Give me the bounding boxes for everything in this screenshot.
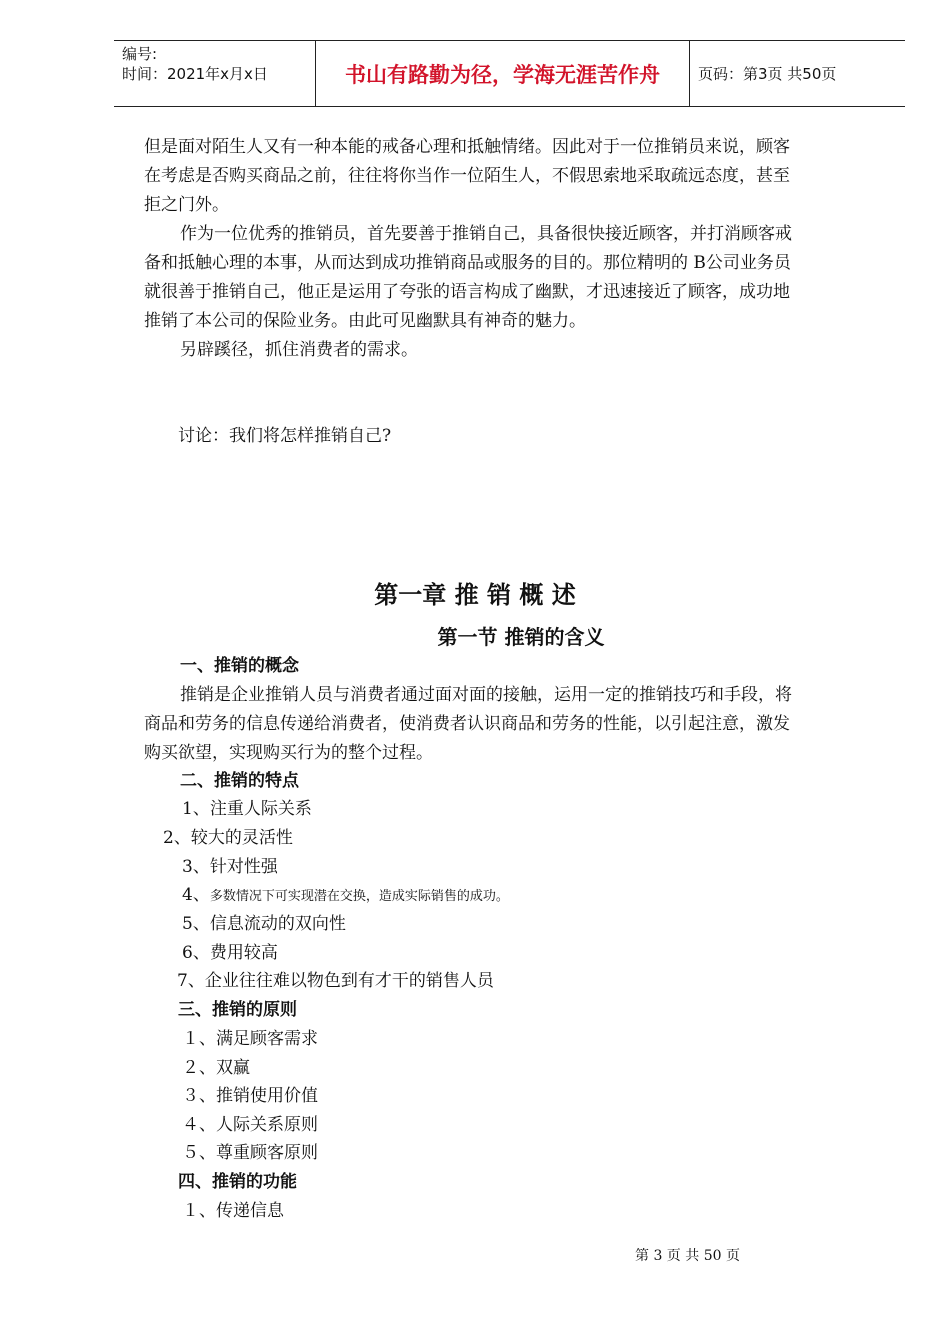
para3-text: 另辟蹊径，抓住消费者的需求。 (180, 340, 418, 360)
page-footer: 第 3 页 共 50 页 (635, 1248, 740, 1264)
feature-item-6: 6、费用较高 (182, 943, 278, 963)
feature-item-1: 1、注重人际关系 (182, 799, 312, 819)
features-heading: 二、推销的特点 (180, 771, 299, 791)
feature-item-5: 5、信息流动的双向性 (182, 914, 346, 934)
para1-line-3: 拒之门外。 (144, 195, 229, 215)
principle-item-2: ２、双赢 (182, 1058, 250, 1078)
para2-line-2: 备和抵触心理的本事，从而达到成功推销商品或服务的目的。那位精明的 B公司业务员 (144, 253, 791, 273)
feature-item-7: 7、企业往往难以物色到有才干的销售人员 (177, 971, 494, 991)
para1-line-1: 但是面对陌生人又有一种本能的戒备心理和抵触情绪。因此对于一位推销员来说，顾客 (144, 137, 790, 157)
concept-line-3: 购买欲望，实现购买行为的整个过程。 (144, 743, 433, 763)
feature-item-4-text: 多数情况下可实现潜在交换，造成实际销售的成功。 (209, 889, 509, 904)
section-title: 第一节 推销的含义 (437, 625, 605, 649)
document-time-label: 时间：2021年x月x日 (122, 65, 268, 83)
concept-line-2: 商品和劳务的信息传递给消费者，使消费者认识商品和劳务的性能，以引起注意，激发 (144, 714, 790, 734)
header-page-info: 页码：第3页 共50页 (698, 65, 837, 83)
para2-line-1: 作为一位优秀的推销员，首先要善于推销自己，具备很快接近顾客，并打消顾客戒 (180, 224, 792, 244)
para1-line-2: 在考虑是否购买商品之前，往往将你当作一位陌生人，不假思索地采取疏远态度，甚至 (144, 166, 790, 186)
concept-heading: 一、推销的概念 (180, 656, 299, 676)
concept-line-1: 推销是企业推销人员与消费者通过面对面的接触，运用一定的推销技巧和手段，将 (180, 685, 792, 705)
principle-item-1: １、满足顾客需求 (182, 1029, 318, 1049)
principle-item-4: ４、人际关系原则 (182, 1115, 318, 1135)
feature-item-4-number: 4、 (182, 885, 210, 905)
discussion-text: 讨论：我们将怎样推销自己? (178, 426, 392, 446)
document-number-label: 编号: (122, 45, 158, 63)
header-meta (114, 41, 315, 106)
feature-item-3: 3、针对性强 (182, 857, 278, 877)
para2-line-3: 就很善于推销自己，他正是运用了夸张的语言构成了幽默，才迅速接近了顾客，成功地 (144, 282, 790, 302)
page-header (114, 40, 905, 107)
principle-item-3: ３、推销使用价值 (182, 1086, 318, 1106)
chapter-title: 第一章 推 销 概 述 (374, 581, 576, 609)
function-item-1: １、传递信息 (182, 1201, 284, 1221)
header-motto: 书山有路勤为径，学海无涯苦作舟 (315, 41, 690, 106)
feature-item-2: 2、较大的灵活性 (163, 828, 293, 848)
principle-item-5: ５、尊重顾客原则 (182, 1143, 318, 1163)
functions-heading: 四、推销的功能 (178, 1172, 297, 1192)
principles-heading: 三、推销的原则 (178, 1000, 297, 1020)
para2-line-4: 推销了本公司的保险业务。由此可见幽默具有神奇的魅力。 (144, 311, 586, 331)
feature-item-4 (182, 881, 509, 911)
